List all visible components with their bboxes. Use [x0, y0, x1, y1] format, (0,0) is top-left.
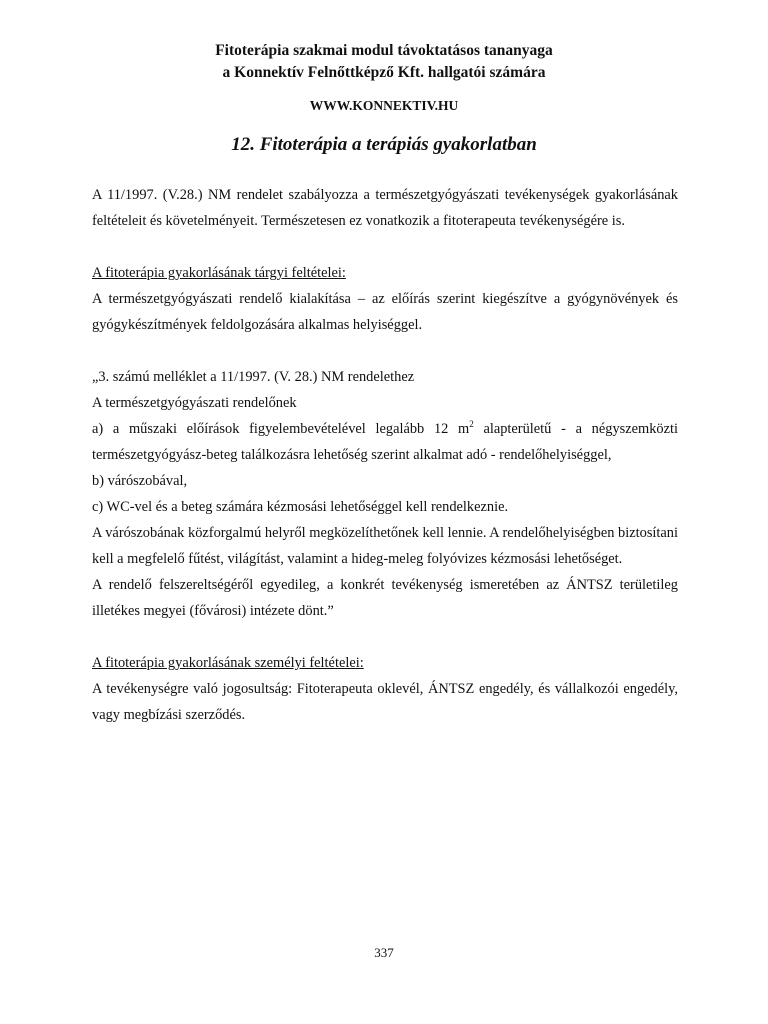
annex-item-b: b) várószobával, — [92, 473, 188, 489]
spacer — [92, 234, 678, 260]
spacer — [92, 338, 678, 364]
website-url: WWW.KONNEKTIV.HU — [309, 98, 459, 113]
page-number: 337 — [374, 945, 394, 960]
document-body — [92, 182, 678, 728]
section-text-personal: A tevékenységre való jogosultság: Fitoterapeuta oklevél, ÁNTSZ engedély, és vállalkozói engedély, vagy megbízási szerződés. — [92, 681, 678, 723]
annex-subtitle: A természetgyógyászati rendelőnek — [92, 395, 297, 411]
section-text-material: A természetgyógyászati rendelő kialakítása – az előírás szerint kiegészítve a gyógynövények és gyógykészítmények feldolgozására alkalmas helyiséggel. — [92, 291, 678, 333]
annex-title: „3. számú melléklet a 11/1997. (V. 28.) NM rendelethez — [92, 369, 415, 385]
intro-paragraph: A 11/1997. (V.28.) NM rendelet szabályozza a természetgyógyászati tevékenységek gyakorlásának feltételeit és követelményeit. Természetesen ez vonatkozik a fitoterapeuta tevékenységére is. — [92, 187, 678, 229]
superscript: 2 — [469, 419, 474, 429]
section-heading-personal: A fitoterápia gyakorlásának személyi feltételei: — [92, 655, 364, 671]
annex-item-a-post: alapterületű - a négyszemközti természetgyógyász-beteg találkozásra lehetőség szerint alkalmat adó - rendelőhelyiséggel, — [92, 421, 678, 463]
document-header-line2: a Konnektív Felnőttképző Kft. hallgatói számára — [222, 64, 546, 81]
annex-item-a-pre: a) a műszaki előírások figyelembevételével legalább 12 m — [92, 421, 470, 437]
section-heading-material: A fitoterápia gyakorlásának tárgyi feltételei: — [92, 265, 346, 281]
chapter-title: 12. Fitoterápia a terápiás gyakorlatban — [231, 134, 537, 155]
annex-paragraph-waiting-room: A várószobának közforgalmú helyről megközelíthetőnek kell lennie. A rendelőhelyiségben biztosítani kell a megfelelő fűtést, világítást, valamint a hideg-meleg folyóvizes kézmosási lehetőséget. — [92, 525, 678, 567]
document-header-line1: Fitoterápia szakmai modul távoktatásos tananyaga — [215, 42, 553, 59]
spacer — [92, 624, 678, 650]
annex-item-a — [92, 416, 678, 468]
annex-item-c: c) WC-vel és a beteg számára kézmosási lehetőséggel kell rendelkeznie. — [92, 499, 509, 515]
annex-paragraph-equipment: A rendelő felszereltségéről egyedileg, a konkrét tevékenység ismeretében az ÁNTSZ területileg illetékes megyei (fővárosi) intézete dönt.” — [92, 577, 678, 619]
